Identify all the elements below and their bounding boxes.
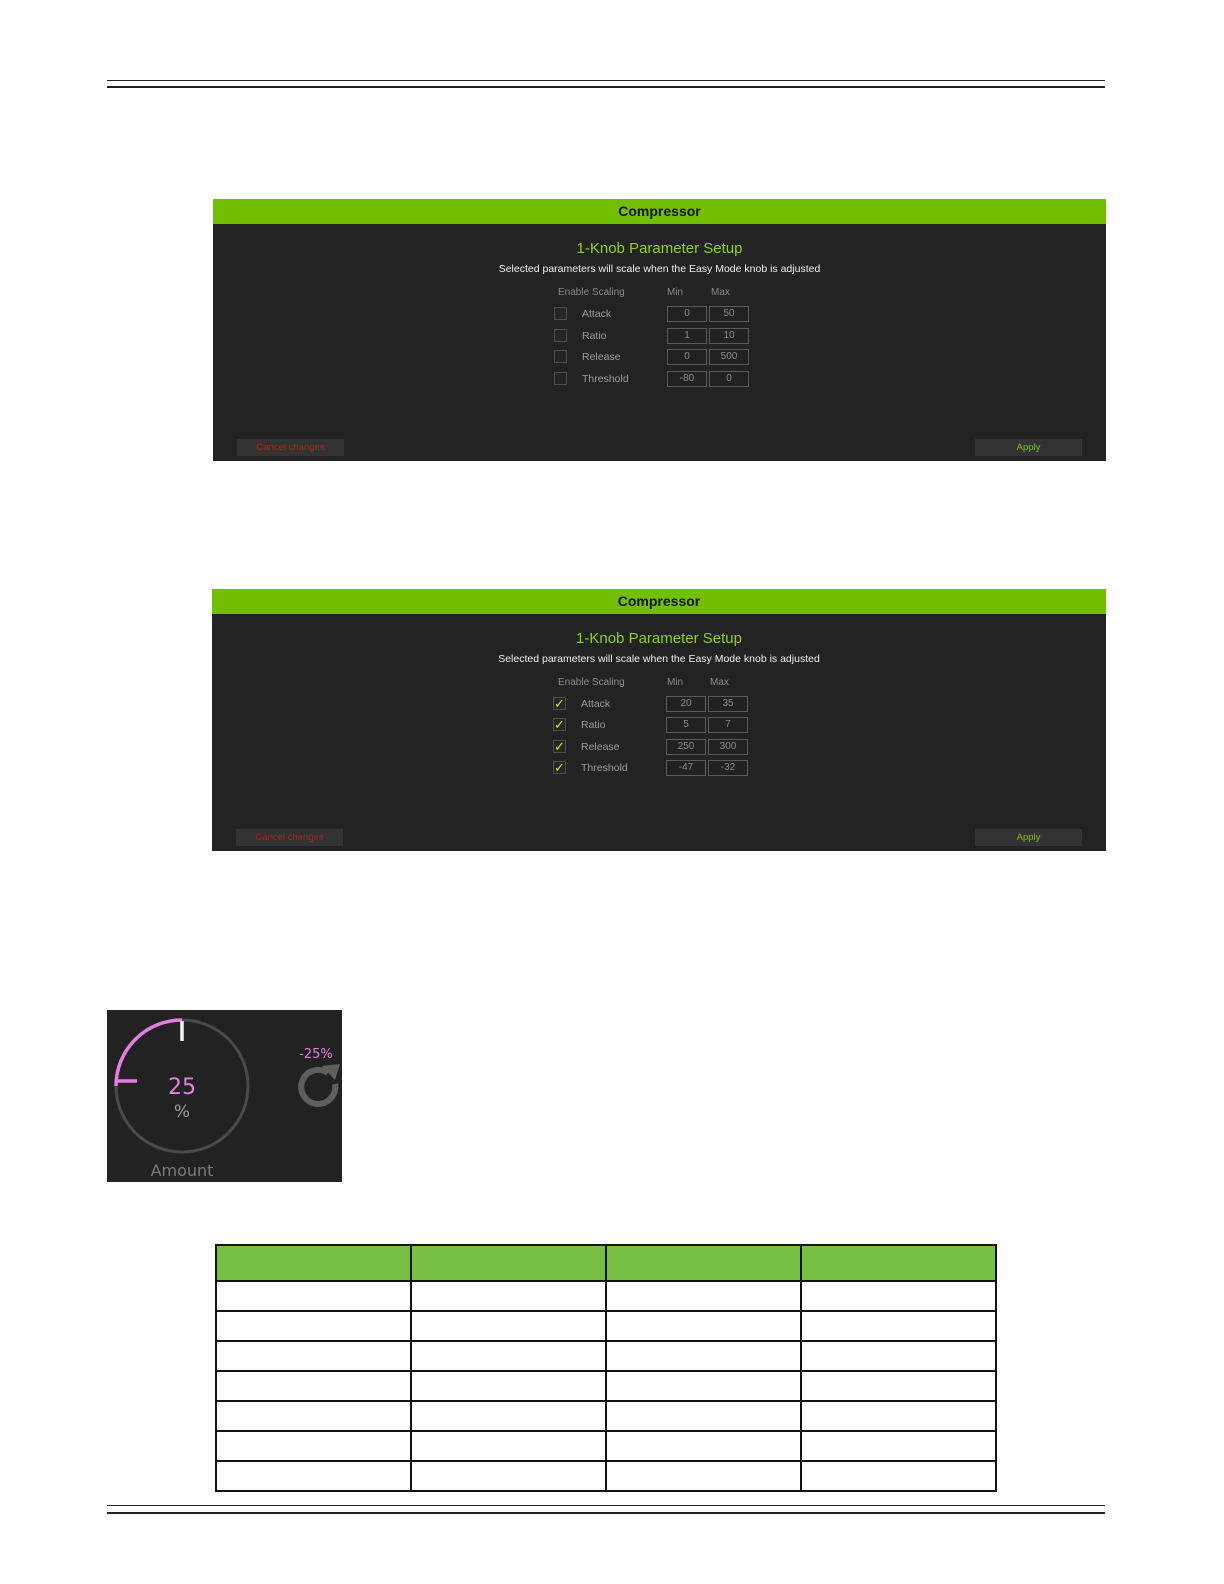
table-row [216, 1311, 996, 1341]
param-row-attack [212, 696, 1106, 714]
param-label: Ratio [582, 330, 607, 342]
ratio-checkbox[interactable] [554, 329, 567, 342]
threshold-checkbox[interactable] [553, 761, 566, 774]
bottom-rule-thin [107, 1505, 1105, 1506]
table-cell [606, 1281, 801, 1311]
table-row [216, 1281, 996, 1311]
cancel-changes-button[interactable]: Cancel changes [237, 439, 344, 456]
attack-max-field[interactable]: 50 [709, 306, 749, 322]
table-cell [801, 1431, 996, 1461]
table-row [216, 1461, 996, 1491]
param-row-ratio [212, 717, 1106, 735]
release-checkbox[interactable] [553, 740, 566, 753]
threshold-checkbox[interactable] [554, 372, 567, 385]
table-cell [411, 1311, 606, 1341]
attack-checkbox[interactable] [553, 697, 566, 710]
enable-scaling-header: Enable Scaling [558, 287, 625, 298]
ratio-max-field[interactable]: 7 [708, 717, 748, 733]
table-cell [606, 1401, 801, 1431]
table-row [216, 1431, 996, 1461]
table-cell [801, 1281, 996, 1311]
attack-min-field[interactable]: 20 [666, 696, 706, 712]
attack-min-field[interactable]: 0 [667, 306, 707, 322]
param-label: Threshold [582, 373, 629, 385]
table-cell [216, 1431, 411, 1461]
top-rule-thick [107, 86, 1105, 88]
checkmark-icon: ✓ [554, 739, 565, 754]
checkmark-icon: ✓ [554, 760, 565, 775]
min-header: Min [667, 287, 684, 298]
param-label: Attack [581, 698, 611, 710]
table-cell [216, 1461, 411, 1491]
table-cell [606, 1371, 801, 1401]
release-max-field[interactable]: 300 [708, 739, 748, 755]
param-row-threshold [212, 760, 1106, 778]
param-row-ratio [213, 328, 1106, 346]
max-header: Max [711, 287, 730, 298]
table-cell [801, 1371, 996, 1401]
table-cell [411, 1371, 606, 1401]
table-header-cell [801, 1245, 996, 1281]
release-min-field[interactable]: 0 [667, 349, 707, 365]
compressor-panel-default [213, 199, 1106, 461]
table-cell [216, 1401, 411, 1431]
table-cell [411, 1461, 606, 1491]
table-header-row [216, 1245, 996, 1281]
table-cell [411, 1281, 606, 1311]
ratio-checkbox[interactable] [553, 718, 566, 731]
ratio-min-field[interactable]: 1 [667, 328, 707, 344]
setup-heading: 1-Knob Parameter Setup [576, 630, 742, 647]
amount-knob-widget [107, 1010, 342, 1182]
knob-offset: -25% [299, 1047, 333, 1062]
apply-button[interactable]: Apply [975, 439, 1082, 456]
knob-label: Amount [150, 1161, 214, 1180]
table-cell [216, 1281, 411, 1311]
table-cell [411, 1431, 606, 1461]
param-row-release [212, 739, 1106, 757]
table-header-cell [216, 1245, 411, 1281]
param-label: Threshold [581, 762, 628, 774]
param-label: Attack [582, 308, 612, 320]
param-row-attack [213, 306, 1106, 324]
table-cell [801, 1461, 996, 1491]
table-cell [606, 1431, 801, 1461]
setup-description: Selected parameters will scale when the Easy Mode knob is adjusted [498, 653, 820, 665]
param-label: Release [581, 741, 620, 753]
table-cell [216, 1341, 411, 1371]
table-cell [801, 1311, 996, 1341]
threshold-max-field[interactable]: 0 [709, 371, 749, 387]
top-rule-thin [107, 80, 1105, 81]
max-header: Max [710, 677, 729, 688]
checkmark-icon: ✓ [554, 696, 565, 711]
release-max-field[interactable]: 500 [709, 349, 749, 365]
knob-unit: % [173, 1102, 191, 1122]
setup-description: Selected parameters will scale when the Easy Mode knob is adjusted [498, 263, 821, 275]
table-cell [216, 1311, 411, 1341]
attack-checkbox[interactable] [554, 307, 567, 320]
table-cell [801, 1401, 996, 1431]
enable-scaling-header: Enable Scaling [558, 677, 625, 688]
cancel-changes-button[interactable]: Cancel changes [236, 829, 343, 846]
table-cell [216, 1371, 411, 1401]
table-header-cell [606, 1245, 801, 1281]
param-row-threshold [213, 371, 1106, 389]
parameter-table [215, 1244, 997, 1492]
table-row [216, 1401, 996, 1431]
table-header-cell [411, 1245, 606, 1281]
param-label: Ratio [581, 719, 606, 731]
table-cell [411, 1341, 606, 1371]
bottom-rule-thick [107, 1512, 1105, 1514]
table-cell [606, 1311, 801, 1341]
table-cell [801, 1341, 996, 1371]
table-row [216, 1341, 996, 1371]
table-cell [411, 1401, 606, 1431]
threshold-max-field[interactable]: -32 [708, 760, 748, 776]
threshold-min-field[interactable]: -47 [666, 760, 706, 776]
param-label: Release [582, 351, 621, 363]
setup-heading: 1-Knob Parameter Setup [576, 240, 743, 257]
compressor-panel-configured [212, 589, 1106, 851]
threshold-min-field[interactable]: -80 [667, 371, 707, 387]
ratio-max-field[interactable]: 10 [709, 328, 749, 344]
table-cell [606, 1461, 801, 1491]
panel-title-bar: Compressor [213, 199, 1106, 224]
table-row [216, 1371, 996, 1401]
apply-button[interactable]: Apply [975, 829, 1082, 846]
checkmark-icon: ✓ [554, 717, 565, 732]
min-header: Min [667, 677, 684, 688]
attack-max-field[interactable]: 35 [708, 696, 748, 712]
table-cell [606, 1341, 801, 1371]
param-row-release [213, 349, 1106, 367]
release-checkbox[interactable] [554, 350, 567, 363]
reset-icon[interactable] [301, 1064, 340, 1104]
ratio-min-field[interactable]: 5 [666, 717, 706, 733]
knob-value: 25 [168, 1075, 196, 1100]
panel-title-bar: Compressor [212, 589, 1106, 614]
release-min-field[interactable]: 250 [666, 739, 706, 755]
